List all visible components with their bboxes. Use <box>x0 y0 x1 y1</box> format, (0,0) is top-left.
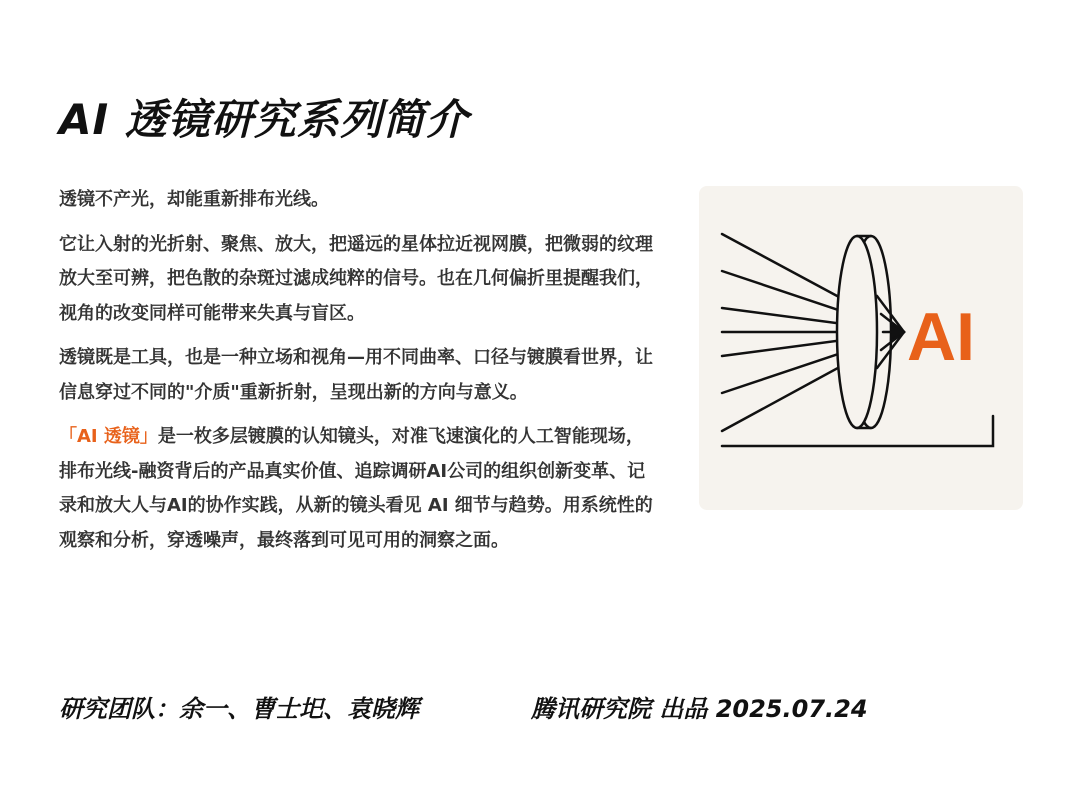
paragraph-3: 透镜既是工具，也是一种立场和视角—用不同曲率、口径与镀膜看世界，让信息穿过不同的"介质"重新折射，呈现出新的方向与意义。 <box>59 347 653 403</box>
lens-focusing-rays-icon <box>699 186 1023 510</box>
illustration-ai-label: AI <box>907 299 975 375</box>
page-title: AI 透镜研究系列简介 <box>59 95 469 144</box>
paragraph-1: 透镜不产光，却能重新排布光线。 <box>59 189 329 210</box>
paragraph-4 <box>59 420 659 558</box>
publisher-date: 腾讯研究院 出品 2025.07.24 <box>531 695 868 723</box>
intro-body <box>59 183 659 568</box>
lens-illustration <box>699 186 1023 510</box>
paragraph-2: 它让入射的光折射、聚焦、放大，把遥远的星体拉近视网膜，把微弱的纹理放大至可辨，把色散的杂斑过滤成纯粹的信号。也在几何偏折里提醒我们，视角的改变同样可能带来失真与盲区。 <box>59 233 653 324</box>
research-team: 研究团队：余一、曹士圯、袁晓辉 <box>59 695 419 723</box>
paragraph-4-text: 是一枚多层镀膜的认知镜头，对准飞速演化的人工智能现场，排布光线-融资背后的产品真实价值、追踪调研AI公司的组织创新变革、记录和放大人与AI的协作实践，从新的镜头看见 AI 细节与趋势。用系统性的观察和分析，穿透噪声，最终落到可见可用的洞察之面。 <box>59 426 653 551</box>
ai-lens-highlight: 「AI 透镜」 <box>59 426 158 447</box>
